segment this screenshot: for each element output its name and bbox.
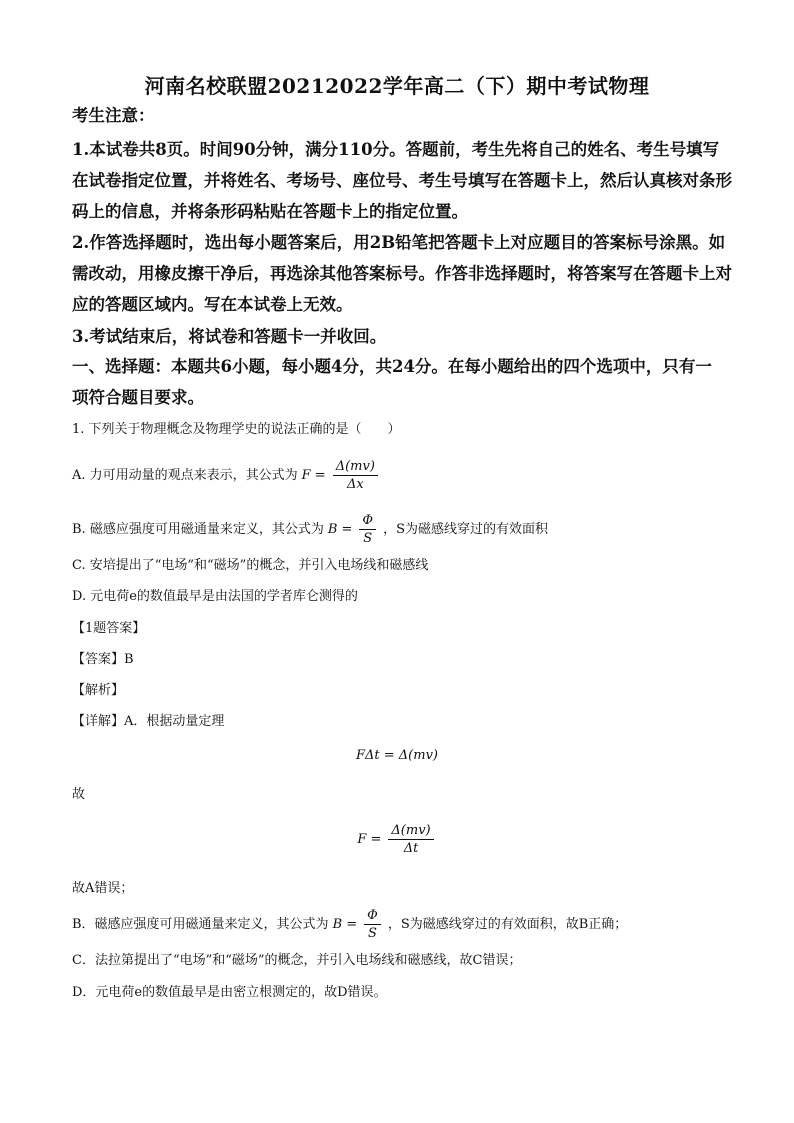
section-heading-line-2: 项符合题目要求。 [72,388,204,407]
notice-heading: 考生注意： [72,106,155,125]
option-a [72,458,381,493]
b-explanation-lhs: B = [332,916,358,932]
notice-3: 3.考试结束后，将试卷和答题卡一并收回。 [72,327,387,346]
b-explanation-numerator: Φ [364,907,381,925]
b-explanation-text: B．磁感应强度可用磁通量来定义，其公式为 [72,916,329,932]
option-b [72,512,548,547]
therefore-text: 故 [72,787,86,802]
option-b-denominator: S [363,531,373,546]
option-c: C. 安培提出了“电场”和“磁场”的概念，并引入电场线和磁感线 [72,558,429,573]
analysis-tag: 【解析】 [72,683,125,698]
b-explanation-fraction [364,907,381,942]
notice-1-line-3: 码上的信息，并将条形码粘贴在答题卡上的指定位置。 [72,202,468,221]
equation-force-fraction [388,822,433,857]
option-b-tail: ，S为磁感线穿过的有效面积 [383,521,548,537]
notice-1-line-2: 在试卷指定位置，并将姓名、考场号、座位号、考生号填写在答题卡上，然后认真核对条形 [72,171,732,190]
question-stem: 1. 下列关于物理概念及物理学史的说法正确的是（ ） [72,422,401,437]
equation-force-denominator: Δt [403,841,419,856]
b-explanation-denominator: S [368,926,377,941]
document-title: 河南名校联盟20212022学年高二（下）期中考试物理 [144,74,650,98]
option-a-lhs: F = [301,467,326,483]
d-explanation: D．元电荷e的数值最早是由密立根测定的，故D错误。 [72,985,387,1000]
a-wrong-line: 故A错误； [72,881,134,896]
option-a-numerator: Δ(mv) [333,458,378,476]
b-explanation [72,907,627,942]
answer-tag: 【1题答案】 [72,621,146,636]
detail-line: 【详解】A．根据动量定理 [72,714,225,729]
notice-2-line-1: 2.作答选择题时，选出每小题答案后，用2B铅笔把答题卡上对应题目的答案标号涂黑。如 [72,233,726,252]
c-explanation: C．法拉第提出了“电场”和“磁场”的概念，并引入电场线和磁感线，故C错误； [72,953,522,968]
equation-force [0,822,794,857]
notice-2-line-2: 需改动，用橡皮擦干净后，再选涂其他答案标号。作答非选择题时，将答案写在答题卡上对 [72,264,732,283]
equation-force-lhs: F = [357,832,382,847]
option-b-fraction [359,512,376,547]
b-explanation-tail: ，S为磁感线穿过的有效面积，故B正确； [387,916,628,932]
answer-line: 【答案】B [72,652,134,667]
option-a-fraction [333,458,378,493]
equation-impulse: FΔt = Δ(mv) [356,748,438,763]
option-a-denominator: Δx [346,477,364,492]
option-d: D. 元电荷e的数值最早是由法国的学者库仑测得的 [72,589,358,604]
option-b-lhs: B = [327,521,353,537]
section-heading-line-1: 一、选择题：本题共6小题，每小题4分，共24分。在每小题给出的四个选项中，只有一 [72,357,712,376]
option-b-numerator: Φ [359,512,376,530]
notice-1-line-1: 1.本试卷共8页。时间90分钟，满分110分。答题前，考生先将自己的姓名、考生号填写 [72,140,720,159]
notice-2-line-3: 应的答题区域内。写在本试卷上无效。 [72,295,353,314]
option-a-text: A. 力可用动量的观点来表示，其公式为 [72,467,298,483]
option-b-text: B. 磁感应强度可用磁通量来定义，其公式为 [72,521,324,537]
equation-force-numerator: Δ(mv) [388,822,433,840]
